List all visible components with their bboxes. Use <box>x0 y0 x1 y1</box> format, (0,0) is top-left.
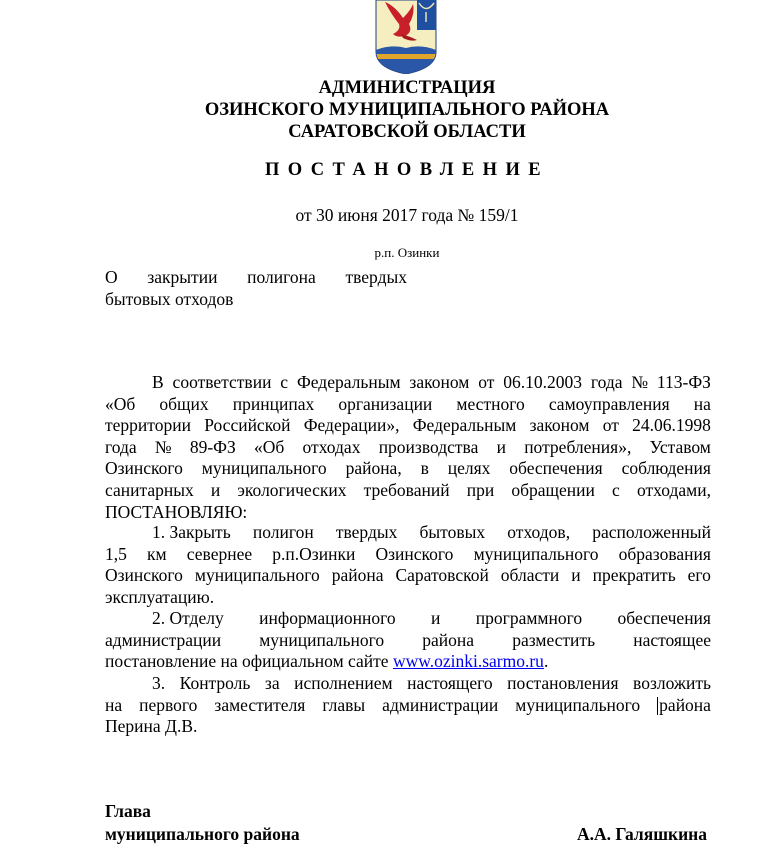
word: и <box>496 436 506 457</box>
preamble-paragraph <box>105 372 711 523</box>
text-line: Перина Д.В. <box>105 716 198 737</box>
word: первого <box>139 694 198 715</box>
word: севернее <box>186 543 253 564</box>
text-line <box>105 437 711 459</box>
word: полигона <box>247 267 316 287</box>
word: настоящего <box>407 673 493 693</box>
word: Саратовской <box>395 565 489 586</box>
word: возложить <box>633 673 711 693</box>
word: Контроль <box>179 673 251 693</box>
word: и <box>571 565 581 586</box>
word: экологических <box>237 479 347 500</box>
word: общих <box>159 393 209 414</box>
text-line: эксплуатацию. <box>105 586 215 607</box>
decree-place: р.п. Озинки <box>374 245 440 260</box>
text-line <box>105 544 711 566</box>
word: расположенный <box>592 522 711 542</box>
word: настоящее <box>633 629 711 650</box>
word: В <box>152 372 164 392</box>
word: при <box>466 479 495 500</box>
word: Озинского <box>375 543 454 564</box>
signature-title-line2: муниципального района <box>105 824 300 844</box>
word: от <box>478 372 495 392</box>
word: «Об <box>105 393 136 414</box>
word: 113-ФЗ <box>656 372 711 392</box>
text-line <box>105 608 711 630</box>
word: программного <box>475 608 583 628</box>
text-line <box>105 673 711 695</box>
word: потребления», <box>524 436 632 457</box>
word: района <box>331 565 384 586</box>
word: санитарных <box>105 479 194 500</box>
word: бытовых <box>419 522 486 542</box>
word: и <box>431 608 441 628</box>
word: 2. Отделу <box>152 608 224 628</box>
website-link[interactable]: www.ozinki.sarmo.ru <box>392 651 544 672</box>
word: прекратить <box>592 565 676 586</box>
word: Федеральным <box>412 415 517 436</box>
word: с <box>612 479 620 500</box>
word: 06.10.2003 <box>503 372 582 392</box>
word: 1,5 <box>105 543 127 564</box>
word: Озинского <box>105 565 183 586</box>
word: от <box>602 415 619 436</box>
word: информационного <box>259 608 396 628</box>
word: главы <box>322 694 366 715</box>
word: отходов, <box>507 522 571 542</box>
word: года <box>590 372 623 392</box>
word: администрации <box>382 694 499 715</box>
text-line: ПОСТАНОВЛЯЮ: <box>105 501 248 522</box>
word: соответствии <box>172 372 272 392</box>
word: местного <box>456 393 525 414</box>
text-line <box>105 458 711 480</box>
word: производства <box>378 436 479 457</box>
word: исполнением <box>294 673 393 693</box>
text-line <box>105 522 711 544</box>
word: с <box>280 372 289 392</box>
word: № <box>631 372 649 392</box>
word: требований <box>363 479 450 500</box>
word: администрации <box>105 629 222 650</box>
word: О <box>105 267 118 287</box>
decree-date-number: от 30 июня 2017 года № 159/1 <box>295 205 519 225</box>
org-name-line2: ОЗИНСКОГО МУНИЦИПАЛЬНОГО РАЙОНА <box>204 100 610 120</box>
word: его <box>687 565 711 586</box>
word: года <box>105 436 137 457</box>
decree-title: ПОСТАНОВЛЕНИЕ <box>264 160 549 180</box>
word: 89-ФЗ <box>189 436 236 457</box>
word: законом <box>529 415 590 436</box>
word: принципах <box>232 393 315 414</box>
word: муниципального <box>515 694 641 715</box>
signature-title-line1: Глава <box>105 801 151 821</box>
decree-item-1 <box>105 522 711 608</box>
word: целях <box>447 458 491 479</box>
word: в <box>420 458 429 479</box>
text-line <box>105 415 711 437</box>
word: района <box>659 694 711 715</box>
word: твердых <box>335 522 398 542</box>
word: на <box>105 694 123 715</box>
word: «Об <box>254 436 285 457</box>
word: муниципального <box>259 629 385 650</box>
word: твердых <box>345 267 407 287</box>
word: р.п.Озинки <box>272 543 356 564</box>
word: обеспечения <box>509 458 603 479</box>
signatory-name: А.А. Галяшкина <box>577 824 707 844</box>
word: 3. <box>152 673 166 693</box>
word: на <box>693 393 711 414</box>
word: 24.06.1998 <box>632 415 711 436</box>
subject-line1 <box>105 266 407 288</box>
word: и <box>210 479 221 500</box>
word: района <box>422 629 475 650</box>
decree-subject <box>105 266 407 310</box>
text-line <box>105 651 711 673</box>
word: отходах <box>302 436 361 457</box>
word: законом <box>409 372 470 392</box>
text-line <box>105 372 711 394</box>
text-line <box>105 565 711 587</box>
word: Российской <box>204 415 291 436</box>
word: организации <box>338 393 433 414</box>
word: обеспечения <box>617 608 711 628</box>
word: обращении <box>511 479 595 500</box>
word: муниципального <box>194 565 320 586</box>
word: муниципального <box>473 543 599 564</box>
word: Озинского <box>105 458 183 479</box>
decree-item-3 <box>105 673 711 738</box>
text-line <box>105 630 711 652</box>
word: образования <box>618 543 711 564</box>
word: полигон <box>252 522 314 542</box>
signature-row <box>105 823 707 846</box>
text-line <box>105 394 711 416</box>
word: муниципального <box>201 458 327 479</box>
coat-of-arms-icon <box>373 0 439 74</box>
subject-line2: бытовых отходов <box>105 289 234 309</box>
word: заместителя <box>214 694 306 715</box>
decree-item-2 <box>105 608 711 673</box>
word: отходами, <box>636 479 711 500</box>
text: . <box>543 651 549 672</box>
word: соблюдения <box>621 458 711 479</box>
word: Уставом <box>649 436 711 457</box>
word: территории <box>105 415 191 436</box>
word: района, <box>345 458 402 479</box>
word: разместить <box>512 629 596 650</box>
word: закрытии <box>147 267 218 287</box>
org-name-line1: АДМИНИСТРАЦИЯ <box>318 78 496 98</box>
text: постановление на официальном сайте <box>105 651 393 672</box>
word: за <box>264 673 280 693</box>
word: Федеральным <box>296 372 401 392</box>
text-line <box>105 695 711 717</box>
word: 1. Закрыть <box>152 522 231 542</box>
word: самоуправления <box>548 393 670 414</box>
text-line <box>105 480 711 502</box>
word: области <box>500 565 560 586</box>
word-with-cursor <box>657 695 711 717</box>
word: км <box>147 543 167 564</box>
word: № <box>154 436 172 457</box>
word: Федерации», <box>303 415 400 436</box>
org-name-line3: САРАТОВСКОЙ ОБЛАСТИ <box>288 122 526 142</box>
word: постановления <box>507 673 619 693</box>
